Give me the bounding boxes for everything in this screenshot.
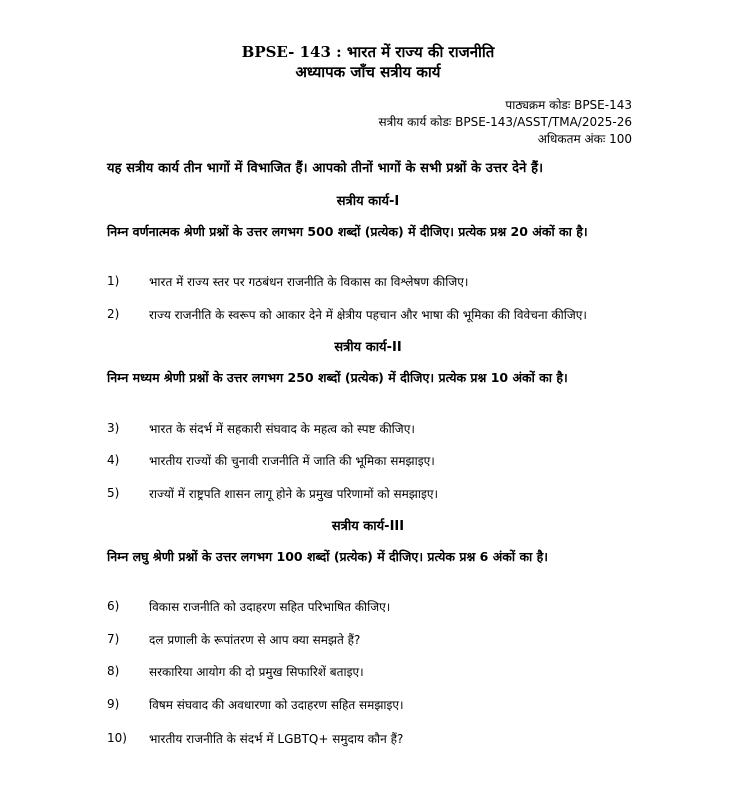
- question-number: 7): [107, 632, 120, 646]
- question-text: भारत के संदर्भ में सहकारी संघवाद के महत्व को स्पष्ट कीजिए।: [149, 422, 415, 436]
- section-instruction-2: निम्न मध्यम श्रेणी प्रश्नों के उत्तर लगभग 250 शब्दों (प्रत्येक) में दीजिए। प्रत्येक प्रश्न 10 अंकों का है।: [107, 370, 568, 385]
- max-marks: अधिकतम अंकः 100: [537, 132, 632, 146]
- question-text: भारतीय राजनीति के संदर्भ में LGBTQ+ समुदाय कौन हैं?: [149, 732, 404, 746]
- question-text: राज्यों में राष्ट्रपति शासन लागू होने के प्रमुख परिणामों को समझाइए।: [149, 487, 439, 501]
- section-heading-2: सत्रीय कार्य-II: [334, 340, 402, 355]
- section-instruction-3: निम्न लघु श्रेणी प्रश्नों के उत्तर लगभग 100 शब्दों (प्रत्येक) में दीजिए। प्रत्येक प्रश्न 6 अंकों का है।: [107, 549, 549, 564]
- question-number: 1): [107, 274, 120, 288]
- question-text: विकास राजनीति को उदाहरण सहित परिभाषित कीजिए।: [149, 600, 391, 614]
- question-number: 6): [107, 599, 120, 613]
- question-number: 10): [107, 731, 127, 745]
- question-number: 4): [107, 453, 120, 467]
- question-number: 3): [107, 421, 120, 435]
- question-number: 9): [107, 697, 120, 711]
- question-text: सरकारिया आयोग की दो प्रमुख सिफारिशें बताइए।: [149, 665, 364, 679]
- course-code: पाठ्यक्रम कोडः BPSE-143: [505, 98, 632, 112]
- page-title: BPSE- 143 : भारत में राज्य की राजनीति: [241, 43, 495, 61]
- question-text: दल प्रणाली के रूपांतरण से आप क्या समझते हैं?: [149, 633, 361, 647]
- question-text: भारतीय राज्यों की चुनावी राजनीति में जाति की भूमिका समझाइए।: [149, 454, 435, 468]
- question-text: राज्य राजनीति के स्वरूप को आकार देने में क्षेत्रीय पहचान और भाषा की भूमिका की विवेचना कीजिए।: [149, 308, 587, 322]
- question-text: भारत में राज्य स्तर पर गठबंधन राजनीति के विकास का विश्लेषण कीजिए।: [149, 275, 469, 289]
- question-text: विषम संघवाद की अवधारणा को उदाहरण सहित समझाइए।: [149, 698, 404, 712]
- section-heading-1: सत्रीय कार्य-I: [336, 194, 400, 209]
- section-instruction-1: निम्न वर्णनात्मक श्रेणी प्रश्नों के उत्तर लगभग 500 शब्दों (प्रत्येक) में दीजिए। प्रत्येक प्रश्न 20 अंकों का है।: [107, 224, 588, 239]
- question-number: 8): [107, 664, 120, 678]
- section-heading-3: सत्रीय कार्य-III: [331, 519, 405, 534]
- question-number: 5): [107, 486, 120, 500]
- intro-text: यह सत्रीय कार्य तीन भागों में विभाजित हैं। आपको तीनों भागों के सभी प्रश्नों के उत्तर देने हैं।: [107, 161, 544, 176]
- assignment-code: सत्रीय कार्य कोडः BPSE-143/ASST/TMA/2025-26: [378, 115, 632, 129]
- question-number: 2): [107, 307, 120, 321]
- page-subtitle: अध्यापक जाँच सत्रीय कार्य: [295, 63, 441, 81]
